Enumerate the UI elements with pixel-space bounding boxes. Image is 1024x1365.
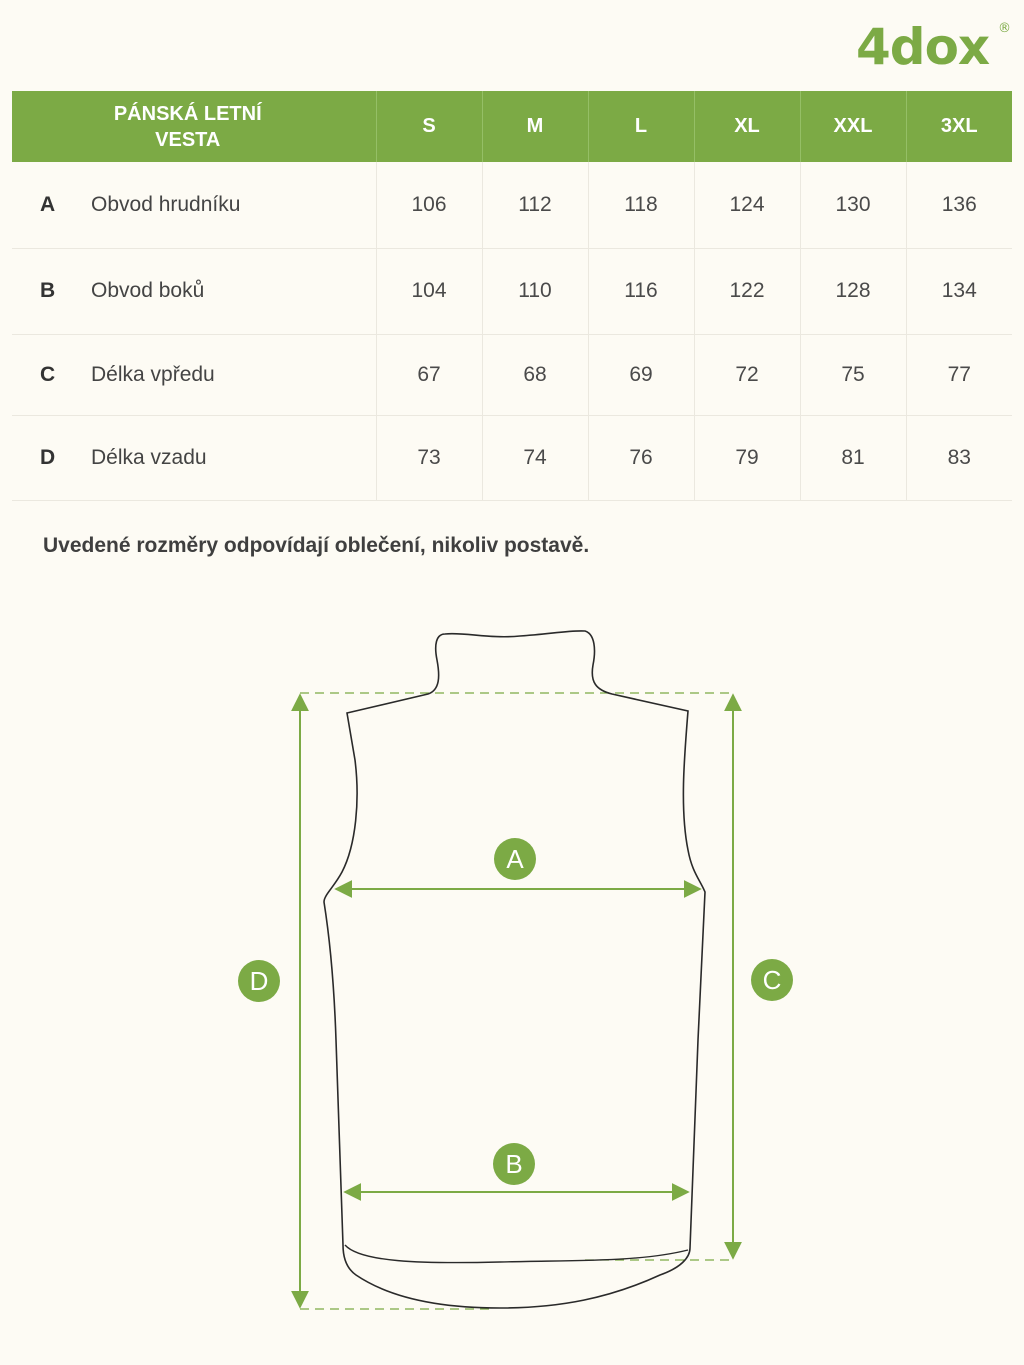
table-cell: 134 — [906, 248, 1012, 334]
row-name: Délka vpředu — [91, 362, 215, 386]
table-cell: 81 — [800, 415, 906, 500]
badge-b-label: B — [505, 1149, 523, 1179]
table-cell: 68 — [482, 334, 588, 415]
size-header-xxl: XXL — [800, 91, 906, 162]
row-name: Délka vzadu — [91, 445, 207, 469]
table-row — [12, 415, 1012, 500]
brand-logo — [852, 12, 1014, 76]
size-header-l: L — [588, 91, 694, 162]
row-label-cell — [12, 334, 376, 415]
table-cell: 79 — [694, 415, 800, 500]
size-table — [12, 91, 1012, 501]
table-cell: 72 — [694, 334, 800, 415]
table-cell: 116 — [588, 248, 694, 334]
table-cell: 74 — [482, 415, 588, 500]
size-header-m: M — [482, 91, 588, 162]
table-cell: 112 — [482, 162, 588, 248]
table-cell: 76 — [588, 415, 694, 500]
badge-b — [493, 1143, 535, 1185]
table-cell: 75 — [800, 334, 906, 415]
table-cell: 118 — [588, 162, 694, 248]
table-cell: 83 — [906, 415, 1012, 500]
size-header-xl: XL — [694, 91, 800, 162]
table-cell: 77 — [906, 334, 1012, 415]
row-letter: A — [40, 192, 56, 216]
size-header-3xl: 3XL — [906, 91, 1012, 162]
table-row — [12, 248, 1012, 334]
vest-outline — [324, 631, 705, 1308]
table-title-line2: VESTA — [155, 128, 221, 151]
table-cell: 73 — [376, 415, 482, 500]
table-cell: 124 — [694, 162, 800, 248]
table-cell: 122 — [694, 248, 800, 334]
row-label-cell — [12, 415, 376, 500]
badge-a — [494, 838, 536, 880]
row-letter: C — [40, 362, 56, 386]
row-name: Obvod hrudníku — [91, 192, 241, 216]
size-header-s: S — [376, 91, 482, 162]
table-cell: 67 — [376, 334, 482, 415]
size-note: Uvedené rozměry odpovídají oblečení, nikoliv postavě. — [43, 534, 590, 557]
table-row — [12, 162, 1012, 248]
row-letter: D — [40, 445, 56, 469]
table-cell: 104 — [376, 248, 482, 334]
table-row — [12, 334, 1012, 415]
badge-c — [751, 959, 793, 1001]
badge-d-label: D — [249, 966, 269, 996]
table-cell: 110 — [482, 248, 588, 334]
row-name: Obvod boků — [91, 279, 205, 302]
vest-diagram — [0, 610, 1024, 1330]
table-cell: 136 — [906, 162, 1012, 248]
logo-text: 4dox — [856, 18, 990, 76]
table-header-row — [12, 91, 1012, 162]
row-label-cell — [12, 162, 376, 248]
badge-a-label: A — [506, 844, 524, 874]
registered-mark: ® — [998, 21, 1011, 36]
row-label-cell — [12, 248, 376, 334]
table-cell: 106 — [376, 162, 482, 248]
table-cell: 130 — [800, 162, 906, 248]
badge-d — [238, 960, 280, 1002]
table-title-line1: PÁNSKÁ LETNÍ — [113, 102, 262, 125]
table-cell: 69 — [588, 334, 694, 415]
row-letter: B — [40, 279, 56, 302]
table-cell: 128 — [800, 248, 906, 334]
badge-c-label: C — [762, 965, 782, 995]
table-title-header — [12, 91, 376, 162]
